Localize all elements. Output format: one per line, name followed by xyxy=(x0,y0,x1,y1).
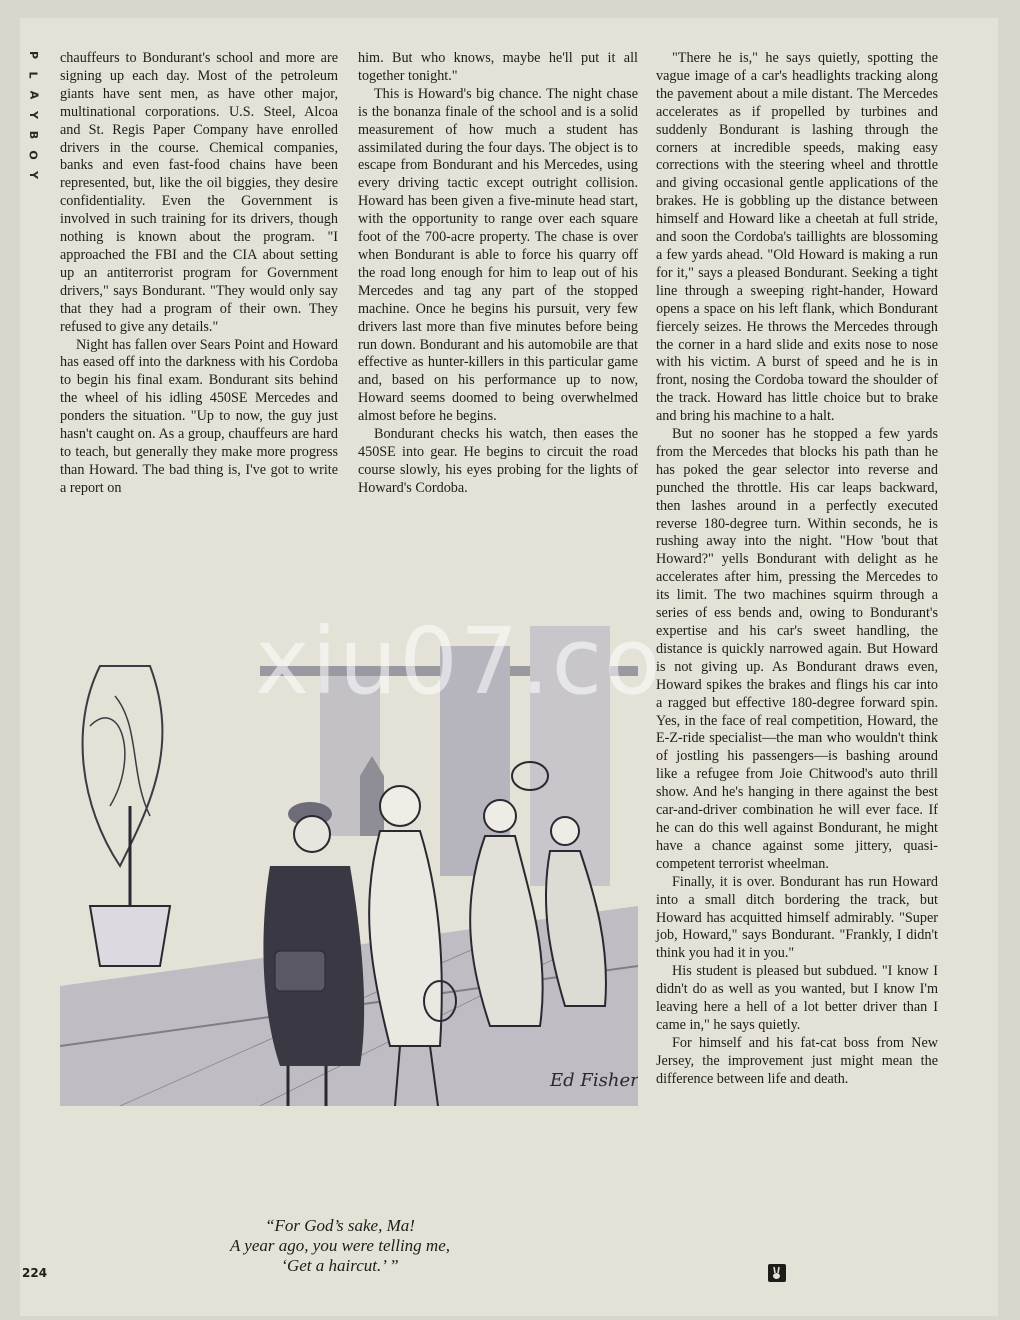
paragraph: Bondurant checks his watch, then eases the 450SE into gear. He begins to circuit the road course slowly, his eyes probing for the lights of Howard's Cordoba. xyxy=(358,426,638,496)
cartoon-drawing xyxy=(60,606,638,1106)
masthead-letter: Y xyxy=(27,111,40,119)
caption-line: “For God’s sake, Ma! xyxy=(265,1216,415,1235)
dancer-head xyxy=(484,800,516,832)
cartoon-caption xyxy=(190,1216,490,1276)
son-head xyxy=(380,786,420,826)
paragraph: Finally, it is over. Bondurant has run Howard into a small ditch bordering the track, but Howard has acquitted himself admirably. "Super job, Howard," says Bondurant. "Frankly, I didn't think you had it in you." xyxy=(656,873,938,962)
dancer-head xyxy=(551,817,579,845)
masthead-letter: L xyxy=(26,71,40,79)
paragraph: But no sooner has he stopped a few yards from the Mercedes that blocks his path than he has poked the gear selector into reverse and punched the throttle. His car leaps backward, then lashes around in a perfectly executed reverse 180-degree turn. Within seconds, he is rushing away into the night. "How 'bout that Howard?" yells Bondurant with delight as he accelerates after him, pressing the Mercedes to its limit. The two machines squirm through a series of ess bends and, owing to Bondurant's expertise and his car's sweet handling, the distance is quickly narrowed again. But Howard is not giving up. As Bondurant draws even, Howard spikes the brakes and flings his car into a ragged but effective 180-degree forward spin. Yes, in the face of real competition, Howard, the E-Z-ride specialist—the man who wouldn't think of jostling his passengers—is bashing around like a refugee from Joie Chitwood's auto thrill show. And he's hanging in there against the best car-and-driver combination he will ever face. If he can do this well against Bondurant, he might have a chance against some jittery, quasi-competent terrorist wheelman. xyxy=(656,426,938,872)
paragraph: him. But who knows, maybe he'll put it all together tonight." xyxy=(358,50,638,84)
artist-signature: Ed Fisher xyxy=(550,1070,638,1091)
caption-line: ‘Get a haircut.’ ” xyxy=(281,1256,399,1275)
tree-scribble xyxy=(90,696,150,816)
planter xyxy=(90,906,170,966)
handbag xyxy=(275,951,325,991)
text-column-1 xyxy=(60,50,338,498)
magazine-page xyxy=(20,18,998,1316)
masthead-letter: O xyxy=(26,150,40,160)
building xyxy=(530,626,610,886)
paragraph: This is Howard's big chance. The night chase is the bonanza finale of the school and is a solid measurement of how much a student has assimilated during the four days. The object is to escape from Bondurant and his Mercedes, using every driving tactic except outright collision. Howard has been given a five-minute head start, with the opportunity to range over each square foot of the 700-acre property. The chase is over when Bondurant is able to force his quarry off the road long enough for him to leap out of his Mercedes and tag any part of the stopped machine. Once he begins his pursuit, very few drivers last more than five minutes before being run down. Bondurant and his automobile are that effective as hunter-killers in this particular game and, based on his performance up to now, Howard seems doomed to being overwhelmed almost before he begins. xyxy=(358,85,638,425)
paragraph: "There he is," he says quietly, spotting the vague image of a car's headlights tracking along the pavement about a mile distant. The Mercedes accelerates as if propelled by turbines and suddenly Bondurant is lashing through the corners at incredible speeds, making easy corrections with the steering wheel and throttle and giving occasional gentle applications of the brakes. He is gobbling up the distance between himself and Howard like a cheetah at full stride, and soon the Cordoba's taillights are blossoming a few yards ahead. "Old Howard is making a run for it," says a pleased Bondurant. Seeking a tight line through a sweeping right-hander, Howard opens a space on his left flank, which Bondurant fiercely seizes. He throws the Mercedes through the corner in a hard slide and exits nose to nose with his victim. A burst of speed and he is in front, nosing the Cordoba toward the shoulder of the track. Howard has little choice but to brake and bring his machine to a halt. xyxy=(656,50,938,425)
rabbit-end-mark-icon xyxy=(768,1264,786,1282)
watermark: xiu07.co xyxy=(255,608,663,715)
caption-line: A year ago, you were telling me, xyxy=(229,1236,450,1255)
paragraph: For himself and his fat-cat boss from New Jersey, the improvement just might mean the difference between life and death. xyxy=(656,1034,938,1087)
text-column-2 xyxy=(358,50,638,498)
masthead-letter: P xyxy=(27,50,40,60)
masthead-letter: A xyxy=(26,90,40,100)
text-column-3 xyxy=(656,50,938,1089)
cartoon-illustration xyxy=(60,606,638,1106)
paragraph: His student is pleased but subdued. "I know I didn't do as well as you wanted, but I know I'm leaving here a hell of a lot better driver than I came in," he says quietly. xyxy=(656,963,938,1033)
page-number: 224 xyxy=(22,1266,48,1280)
paragraph: Night has fallen over Sears Point and Howard has eased off into the darkness with his Cordoba to begin his final exam. Bondurant sits behind the wheel of his idling 450SE Mercedes and ponders the situation. "Up to now, the guy just hasn't caught on. As a group, chauffeurs are hard to teach, but generally they make more progress than Howard. The bad thing is, I've got to write a report on xyxy=(60,336,338,496)
masthead-vertical xyxy=(24,48,42,218)
masthead-letter: Y xyxy=(27,171,40,179)
paragraph: chauffeurs to Bondurant's school and more are signing up each day. Most of the petroleum giants have sent men, as have other major, multinational corporations. U.S. Steel, Alcoa and St. Regis Paper Company have enrolled drivers in the course. Chemical companies, banks and even fast-food chains have been represented, but, like the oil biggies, they desire confidentiality. Even the Government is involved in such training for its drivers, though nothing is known about the program. "I approached the FBI and the CIA about setting up an antiterrorist program for Government drivers," says Bondurant. "They would only say that they had a program of their own. They refused to give any details." xyxy=(60,50,338,335)
mother-head xyxy=(294,816,330,852)
tree-foliage xyxy=(83,666,163,866)
masthead-letter: B xyxy=(26,130,40,140)
